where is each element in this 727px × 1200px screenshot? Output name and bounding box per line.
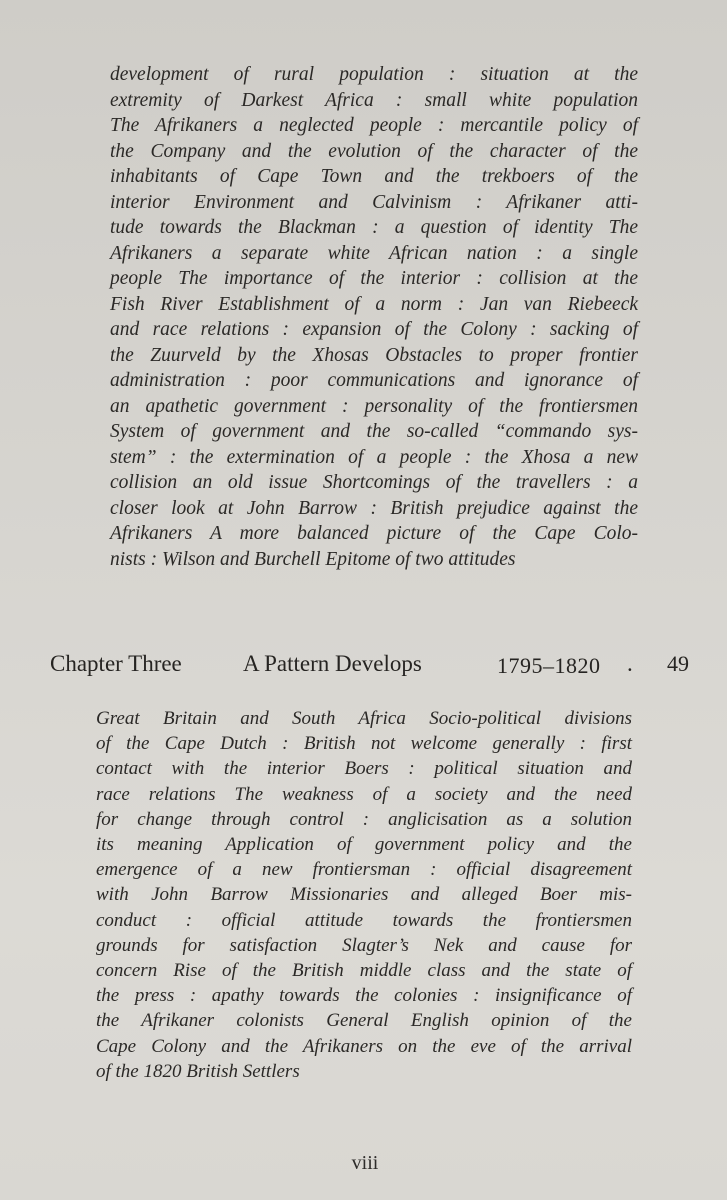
- summary-line: contact with the interior Boers : political situation and: [96, 758, 632, 780]
- summary-line: collision an old issue Shortcomings of the travellers : a: [110, 472, 638, 493]
- summary-line: people The importance of the interior : collision at the: [110, 268, 638, 289]
- summary-line: Cape Colony and the Afrikaners on the eve of the arrival: [96, 1035, 632, 1057]
- summary-line: administration : poor communications and ignorance of: [110, 370, 638, 391]
- chapter-two-summary: [110, 62, 638, 572]
- summary-line: for change through control : anglicisation as a solution: [96, 808, 632, 830]
- summary-line: System of government and the so-called “commando sys-: [110, 421, 638, 442]
- chapter-leader: .: [627, 651, 633, 676]
- summary-line: and race relations : expansion of the Colony : sacking of: [110, 319, 638, 340]
- summary-line: of the Cape Dutch : British not welcome generally : first: [96, 733, 632, 755]
- summary-line: development of rural population : situation at the: [110, 64, 638, 85]
- summary-line: Afrikaners A more balanced picture of the Cape Colo-: [110, 523, 638, 544]
- page-folio: viii: [351, 1152, 379, 1174]
- summary-line: inhabitants of Cape Town and the trekboers of the: [110, 166, 638, 187]
- summary-line: Great Britain and South Africa Socio-political divisions: [96, 708, 632, 729]
- summary-line: tude towards the Blackman : a question of identity The: [110, 217, 638, 238]
- summary-line: grounds for satisfaction Slagter’s Nek and cause for: [96, 934, 632, 956]
- chapter-page-number: 49: [667, 651, 689, 676]
- summary-line: concern Rise of the British middle class and the state of: [96, 960, 632, 982]
- summary-line: of the 1820 British Settlers: [96, 1060, 300, 1082]
- summary-line: nists : Wilson and Burchell Epitome of two attitudes: [110, 548, 516, 570]
- summary-line: the press : apathy towards the colonies : insignificance of: [96, 985, 632, 1007]
- summary-line: interior Environment and Calvinism : Afrikaner atti-: [110, 191, 638, 213]
- chapter-dates: 1795–1820: [497, 653, 601, 678]
- summary-line: an apathetic government : personality of the frontiersmen: [110, 395, 638, 417]
- chapter-three-summary: [96, 706, 632, 1084]
- summary-line: Fish River Establishment of a norm : Jan van Riebeeck: [110, 293, 638, 315]
- summary-line: closer look at John Barrow : British prejudice against the: [110, 497, 638, 519]
- summary-line: Afrikaners a separate white African nation : a single: [110, 242, 638, 264]
- summary-line: emergence of a new frontiersman : official disagreement: [96, 859, 632, 881]
- chapter-title: A Pattern Develops: [243, 651, 422, 676]
- summary-line: extremity of Darkest Africa : small white population: [110, 89, 638, 111]
- summary-line: the Company and the evolution of the character of the: [110, 140, 638, 162]
- summary-line: the Zuurveld by the Xhosas Obstacles to proper frontier: [110, 344, 638, 366]
- summary-line: The Afrikaners a neglected people : mercantile policy of: [110, 115, 638, 136]
- summary-line: its meaning Application of government policy and the: [96, 834, 632, 856]
- summary-line: race relations The weakness of a society and the need: [96, 783, 632, 805]
- summary-line: stem” : the extermination of a people : the Xhosa a new: [110, 446, 638, 468]
- chapter-three-heading: [50, 651, 700, 685]
- summary-line: with John Barrow Missionaries and alleged Boer mis-: [96, 884, 632, 906]
- summary-line: the Afrikaner colonists General English opinion of the: [96, 1010, 632, 1032]
- summary-line: conduct : official attitude towards the frontiersmen: [96, 909, 632, 931]
- chapter-label: Chapter Three: [50, 651, 182, 676]
